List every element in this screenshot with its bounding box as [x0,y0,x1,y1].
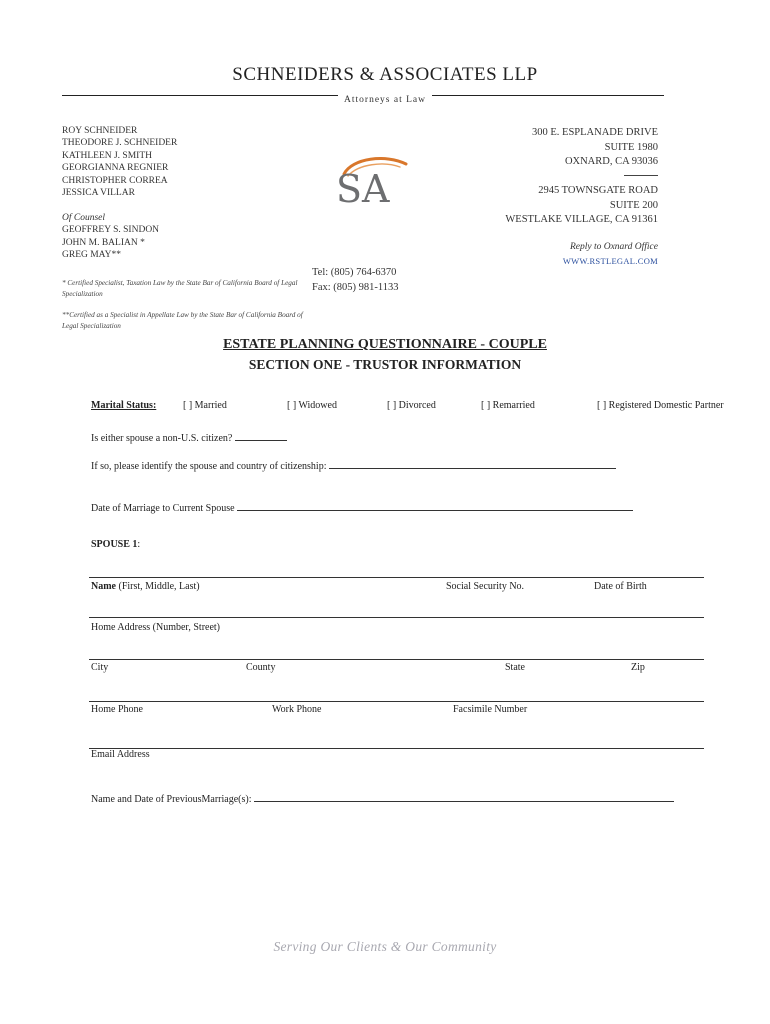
state-label: State [505,662,525,673]
non-us-question-text: Is either spouse a non-U.S. citizen? [91,433,233,444]
firm-logo [334,152,412,208]
marriage-date-label: Date of Marriage to Current Spouse [91,503,235,514]
prev-marriage-row [91,791,674,805]
marriage-date-blank[interactable] [237,500,633,511]
option-remarried[interactable]: [ ] Remarried [481,400,535,411]
firm-name: SCHNEIDERS & ASSOCIATES LLP [232,64,538,85]
office1-line: SUITE 1980 [604,141,658,153]
address-separator [624,175,658,176]
counsel-name: GREG MAY** [62,250,122,261]
office-addresses [505,126,658,228]
section-title: SECTION ONE - TRUSTOR INFORMATION [248,357,522,372]
subtitle-wrap [0,89,770,107]
certification-note-2: **Certified as a Specialist in Appellate Law by the State Bar of California Board of Legal Specialization [62,311,303,330]
option-married[interactable]: [ ] Married [183,400,227,411]
phone-block [312,266,399,295]
attorney-name: CHRISTOPHER CORREA [62,175,168,186]
website-link[interactable]: WWW.RSTLEGAL.COM [562,256,658,266]
office2-line: 2945 TOWNSGATE ROAD [538,185,658,196]
identify-question-text: If so, please identify the spouse and country of citizenship: [91,461,327,472]
attorney-name: GEORGIANNA REGNIER [62,163,169,174]
office1-line: OXNARD, CA 93036 [564,156,658,167]
office2-line: WESTLAKE VILLAGE, CA 91361 [505,214,658,225]
office2-line: SUITE 200 [609,199,658,211]
firm-subtitle: Attorneys at Law [338,95,432,105]
address-line[interactable] [89,617,704,618]
name-line[interactable] [89,577,704,578]
counsel-name: JOHN M. BALIAN * [62,237,145,248]
office1-line: 300 E. ESPLANADE DRIVE [532,127,658,138]
footer-tagline: Serving Our Clients & Our Community [273,939,497,954]
city-line[interactable] [89,659,704,660]
marriage-date-row [91,500,633,514]
identify-question [91,458,616,472]
certification-note-1: * Certified Specialist, Taxation Law by the State Bar of California Board of Legal Specialization [62,279,298,298]
email-line[interactable] [89,748,704,749]
email-label: Email Address [91,749,150,760]
of-counsel-list [62,212,159,262]
attorney-list [62,125,177,199]
spouse-heading: SPOUSE 1: [91,539,141,550]
work-phone-label: Work Phone [272,704,322,715]
telephone: Tel: (805) 764-6370 [312,267,397,278]
name-label-rest: (First, Middle, Last) [116,581,200,592]
option-divorced[interactable]: [ ] Divorced [387,400,436,411]
identify-answer-blank[interactable] [329,458,616,469]
prev-marriage-blank[interactable] [254,791,674,802]
marital-status-label: Marital Status: [91,400,157,411]
name-label-bold: Name [91,581,116,592]
home-address-label: Home Address (Number, Street) [91,622,221,633]
spouse-label: SPOUSE 1 [91,539,138,550]
counsel-name: GEOFFREY S. SINDON [62,225,160,236]
county-label: County [246,662,276,673]
dob-label: Date of Birth [594,581,647,592]
home-phone-label: Home Phone [91,704,143,715]
option-domestic-partner[interactable]: [ ] Registered Domestic Partner [597,400,724,411]
attorney-name: ROY SCHNEIDER [62,126,138,136]
ssn-label: Social Security No. [446,581,525,592]
attorney-name: KATHLEEN J. SMITH [62,150,152,161]
non-us-answer-blank[interactable] [235,430,287,441]
prev-marriage-label: Name and Date of PreviousMarriage(s): [91,794,252,805]
fax: Fax: (805) 981-1133 [312,281,399,293]
fax-number-label: Facsimile Number [453,704,528,715]
city-label: City [91,662,109,673]
zip-label: Zip [631,662,645,673]
logo-text: SA [336,167,390,208]
attorney-name: THEODORE J. SCHNEIDER [62,138,178,149]
reply-to: Reply to Oxnard Office [569,242,658,252]
of-counsel-label: Of Counsel [62,213,106,223]
option-widowed[interactable]: [ ] Widowed [287,400,337,411]
name-label [91,581,200,592]
form-title: ESTATE PLANNING QUESTIONNAIRE - COUPLE [223,337,547,352]
non-us-question [91,430,287,444]
attorney-name: JESSICA VILLAR [62,188,135,199]
phone-line[interactable] [89,701,704,702]
